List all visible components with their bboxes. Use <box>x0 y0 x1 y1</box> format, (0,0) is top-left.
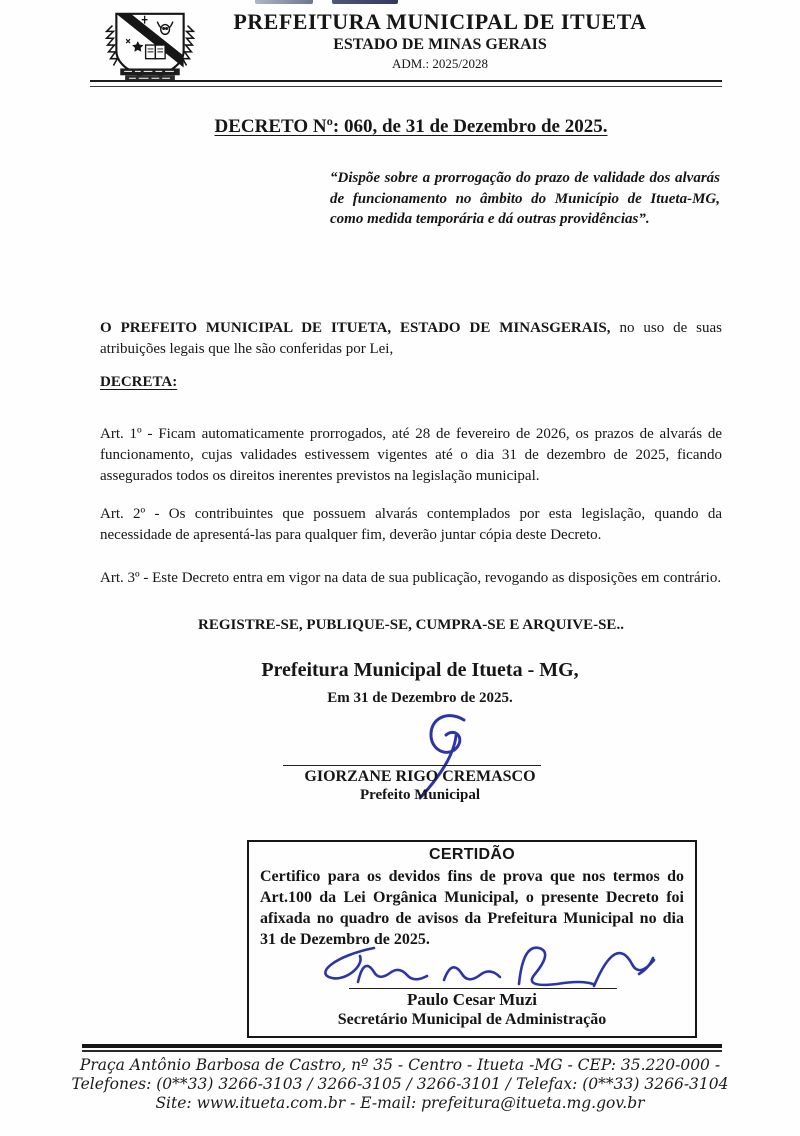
decree-article-2: Art. 2º - Os contribuintes que possuem alvarás contemplados por esta legislação, quando da necessidade de apresentá-las para qualquer fim, deverão juntar cópia deste Decreto. <box>100 506 722 543</box>
secretary-name: Paulo Cesar Muzi <box>406 990 537 1009</box>
closing-order: REGISTRE-SE, PUBLIQUE-SE, CUMPRA-SE E ARQUIVE-SE.. <box>198 617 624 633</box>
footer-site-email: Site: www.itueta.com.br - E-mail: prefeitura@itueta.mg.gov.br <box>155 1094 645 1113</box>
letterhead-title: PREFEITURA MUNICIPAL DE ITUETA <box>233 9 647 34</box>
signature-place-line: Prefeitura Municipal de Itueta - MG, <box>261 659 579 681</box>
mayor-name: GIORZANE RIGO CREMASCO <box>304 768 536 785</box>
footer-address: Praça Antônio Barbosa de Castro, nº 35 - Centro - Itueta -MG - CEP: 35.220-000 - <box>79 1056 721 1074</box>
certificate-box <box>247 840 697 1038</box>
certificate-body: Certifico para os devidos fins de prova que nos termos do Art.100 da Lei Orgânica Municipal, o presente Decreto foi afixada no quadro de avisos da Prefeitura Municipal no dia 31 de Dezembro de 2025. <box>260 868 684 949</box>
decree-preamble <box>100 318 722 360</box>
footer-divider <box>82 1050 722 1052</box>
letterhead-administration: ADM.: 2025/2028 <box>391 56 489 72</box>
certificate-heading: CERTIDÃO <box>429 846 515 863</box>
letterhead-subtitle: ESTADO DE MINAS GERAIS <box>333 36 547 54</box>
decree-title: DECRETO Nº: 060, de 31 de Dezembro de 2025. <box>214 116 608 137</box>
decree-article-3: Art. 3º - Este Decreto entra em vigor na data de sua publicação, revogando as disposições em contrário. <box>100 570 722 586</box>
mayor-role: Prefeito Municipal <box>359 787 481 803</box>
decree-article-1: Art. 1º - Ficam automaticamente prorrogados, até 28 de fevereiro de 2026, os prazos de alvarás de funcionamento, cujas validades estivessem vigentes até o dia 31 de dezembro de 2025, ficando assegurados todos os direitos inerentes previstos na legislação municipal. <box>100 426 722 484</box>
preamble-rest: no uso de suas atribuições legais que lhe são conferidas por Lei, <box>100 320 723 357</box>
footer-divider <box>82 1044 722 1048</box>
scan-artifact <box>332 0 398 4</box>
decreta-heading: DECRETA: <box>100 374 178 390</box>
scan-artifact <box>255 0 313 4</box>
letterhead <box>160 10 720 72</box>
header-divider <box>90 80 722 87</box>
preamble-bold: O PREFEITO MUNICIPAL DE ITUETA, ESTADO DE MINASGERAIS, <box>100 320 611 336</box>
mayor-signature-line <box>283 765 541 766</box>
signature-date-line: Em 31 de Dezembro de 2025. <box>327 690 513 706</box>
footer-address-block <box>55 1056 745 1114</box>
decree-epigraph: “Dispõe sobre a prorrogação do prazo de validade dos alvarás de funcionamento no âmbito do Município de Itueta-MG, como medida temporária e dá outras providências”. <box>330 170 720 228</box>
footer-phones: Telefones: (0**33) 3266-3103 / 3266-3105 / 3266-3101 / Telefax: (0**33) 3266-3104 <box>71 1075 729 1094</box>
secretary-role: Secretário Municipal de Administração <box>337 1011 607 1028</box>
